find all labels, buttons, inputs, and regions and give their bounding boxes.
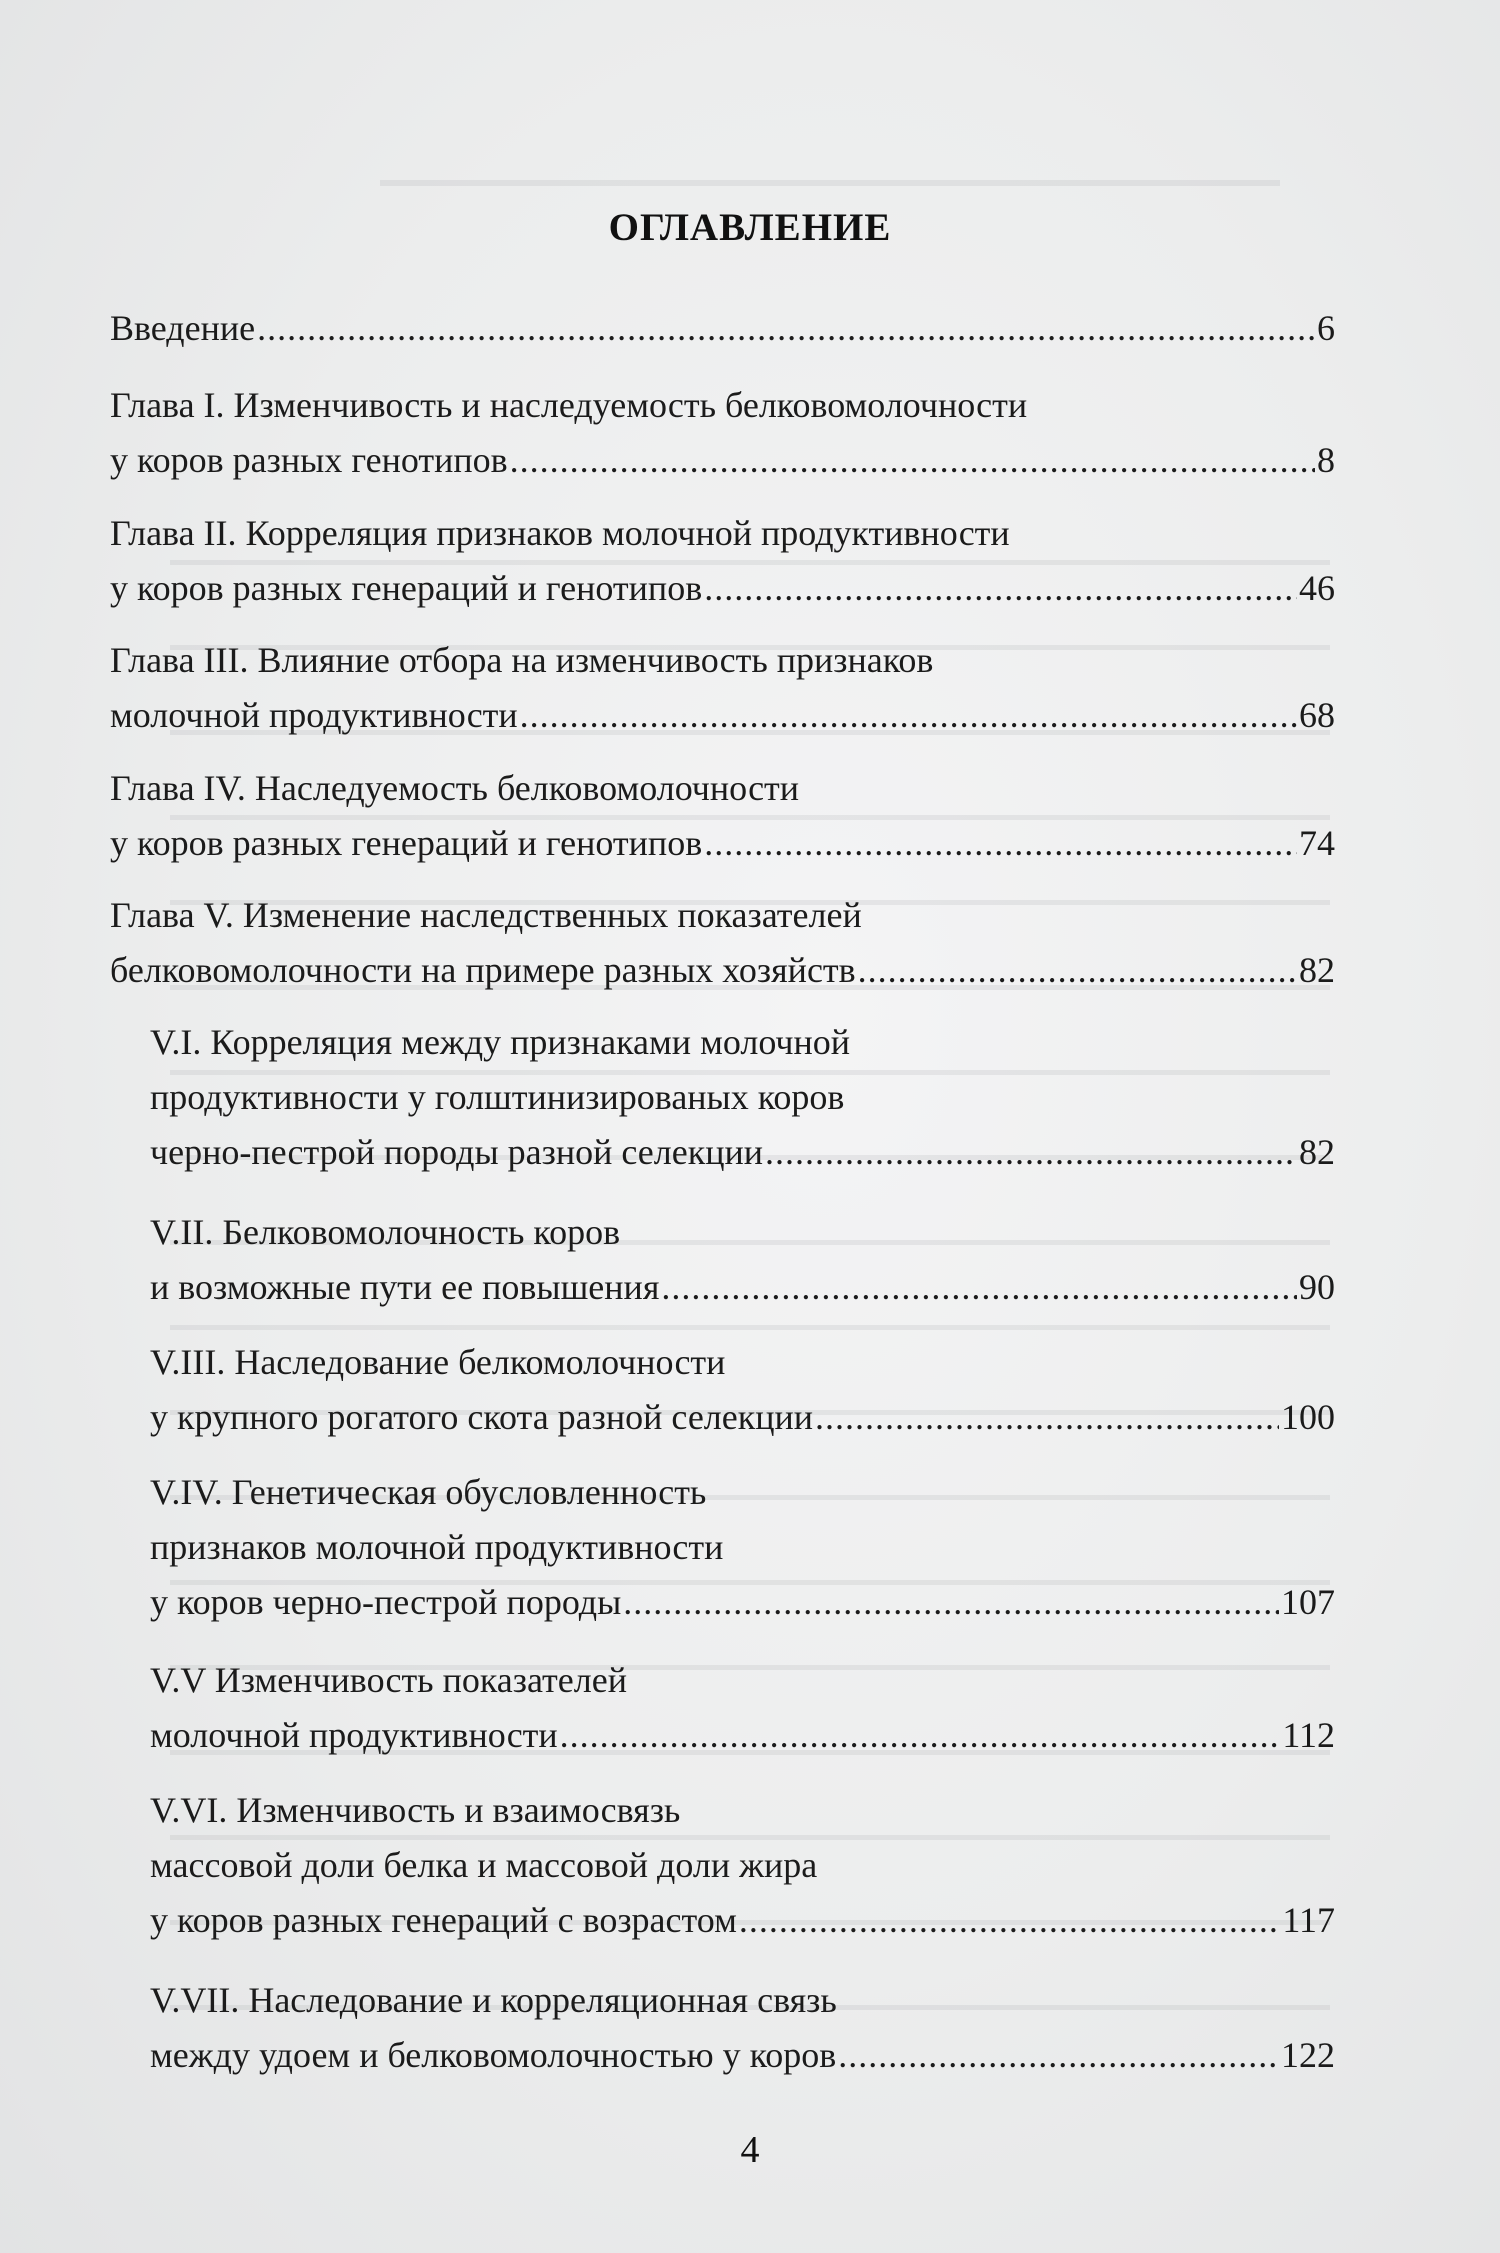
toc-entry-title-line: Глава V. Изменение наследственных показателей: [110, 895, 862, 935]
toc-page-number: 100: [1281, 1397, 1335, 1437]
toc-entry-title: черно-пестрой породы разной селекции: [150, 1132, 763, 1172]
toc-entry-title-line: V.VI. Изменчивость и взаимосвязь: [150, 1790, 681, 1830]
toc-entry-title: между удоем и белковомолочностью у коров: [150, 2035, 837, 2075]
toc-entry-title-line: V.I. Корреляция между признаками молочной: [150, 1022, 851, 1062]
dot-leader: [765, 1132, 1297, 1172]
toc-page-number: 46: [1299, 568, 1335, 608]
toc-entry[interactable]: [150, 1660, 1335, 1755]
toc-entry-title-line: массовой доли белка и массовой доли жира: [150, 1845, 818, 1885]
dot-leader: [858, 950, 1297, 990]
toc-entry-title-line: V.IV. Генетическая обусловленность: [150, 1472, 707, 1512]
toc-entry-title-line: признаков молочной продуктивности: [150, 1527, 724, 1567]
toc-entry-title: у коров разных генотипов: [110, 440, 508, 480]
toc-entry-title: у коров разных генераций и генотипов: [110, 823, 703, 863]
dot-leader: [838, 2035, 1279, 2075]
toc-page-number: 6: [1317, 308, 1335, 348]
toc-entry-title-line: Глава II. Корреляция признаков молочной продуктивности: [110, 513, 1010, 553]
toc-entry-title: белковомолочности на примере разных хозяйств: [110, 950, 856, 990]
toc-entry-title: молочной продуктивности: [110, 695, 518, 735]
toc-entry-title: Введение: [110, 308, 256, 348]
toc-page-number: 112: [1282, 1715, 1335, 1755]
toc-entry-title-line: Глава III. Влияние отбора на изменчивость признаков: [110, 640, 934, 680]
toc-entry[interactable]: [150, 1472, 1335, 1622]
toc-entry-title: у коров черно-пестрой породы: [150, 1582, 622, 1622]
toc-page-number: 68: [1299, 695, 1335, 735]
toc-entry-title-line: V.II. Белковомолочность коров: [150, 1212, 621, 1252]
toc-page-number: 122: [1281, 2035, 1335, 2075]
toc-entry-title-line: продуктивности у голштинизированых коров: [150, 1077, 845, 1117]
toc-entry[interactable]: [110, 308, 1335, 348]
toc-entry[interactable]: [110, 640, 1335, 735]
toc-entry-title: и возможные пути ее повышения: [150, 1267, 660, 1307]
dot-leader: [510, 440, 1315, 480]
toc-entry[interactable]: [150, 1980, 1335, 2075]
toc-entry[interactable]: [110, 513, 1335, 608]
dot-leader: [623, 1582, 1279, 1622]
toc-page-number: 82: [1299, 1132, 1335, 1172]
toc-entry[interactable]: [150, 1342, 1335, 1437]
toc-entry[interactable]: [110, 768, 1335, 863]
toc-heading: ОГЛАВЛЕНИЕ: [608, 206, 892, 249]
toc-entry-title: молочной продуктивности: [150, 1715, 558, 1755]
dot-leader: [739, 1900, 1280, 1940]
toc-entry-title: у коров разных генераций с возрастом: [150, 1900, 737, 1940]
toc-entry-title-line: V.VII. Наследование и корреляционная связь: [150, 1980, 837, 2020]
table-of-contents: [110, 0, 1335, 2253]
toc-entry-title: у коров разных генераций и генотипов: [110, 568, 703, 608]
toc-entry[interactable]: [150, 1790, 1335, 1940]
toc-page-number: 74: [1299, 823, 1335, 863]
toc-entry[interactable]: [110, 895, 1335, 990]
toc-entry-title-line: Глава IV. Наследуемость белковомолочности: [110, 768, 800, 808]
toc-page-number: 8: [1317, 440, 1335, 480]
dot-leader: [704, 823, 1297, 863]
page-number: 4: [740, 2129, 760, 2171]
toc-entry[interactable]: [150, 1022, 1335, 1172]
dot-leader: [661, 1267, 1297, 1307]
dot-leader: [815, 1397, 1279, 1437]
dot-leader: [704, 568, 1297, 608]
dot-leader: [520, 695, 1297, 735]
dot-leader: [560, 1715, 1281, 1755]
toc-entry-title-line: V.III. Наследование белкомолочности: [150, 1342, 726, 1382]
toc-page-number: 107: [1281, 1582, 1335, 1622]
toc-page-number: 90: [1299, 1267, 1335, 1307]
toc-page-number: 82: [1299, 950, 1335, 990]
toc-entry-title: у крупного рогатого скота разной селекции: [150, 1397, 814, 1437]
dot-leader: [257, 308, 1315, 348]
toc-page-number: 117: [1282, 1900, 1335, 1940]
toc-entry[interactable]: [110, 385, 1335, 480]
toc-entry[interactable]: [150, 1212, 1335, 1307]
toc-entry-title-line: V.V Изменчивость показателей: [150, 1660, 627, 1700]
toc-entry-title-line: Глава I. Изменчивость и наследуемость белковомолочности: [110, 385, 1028, 425]
